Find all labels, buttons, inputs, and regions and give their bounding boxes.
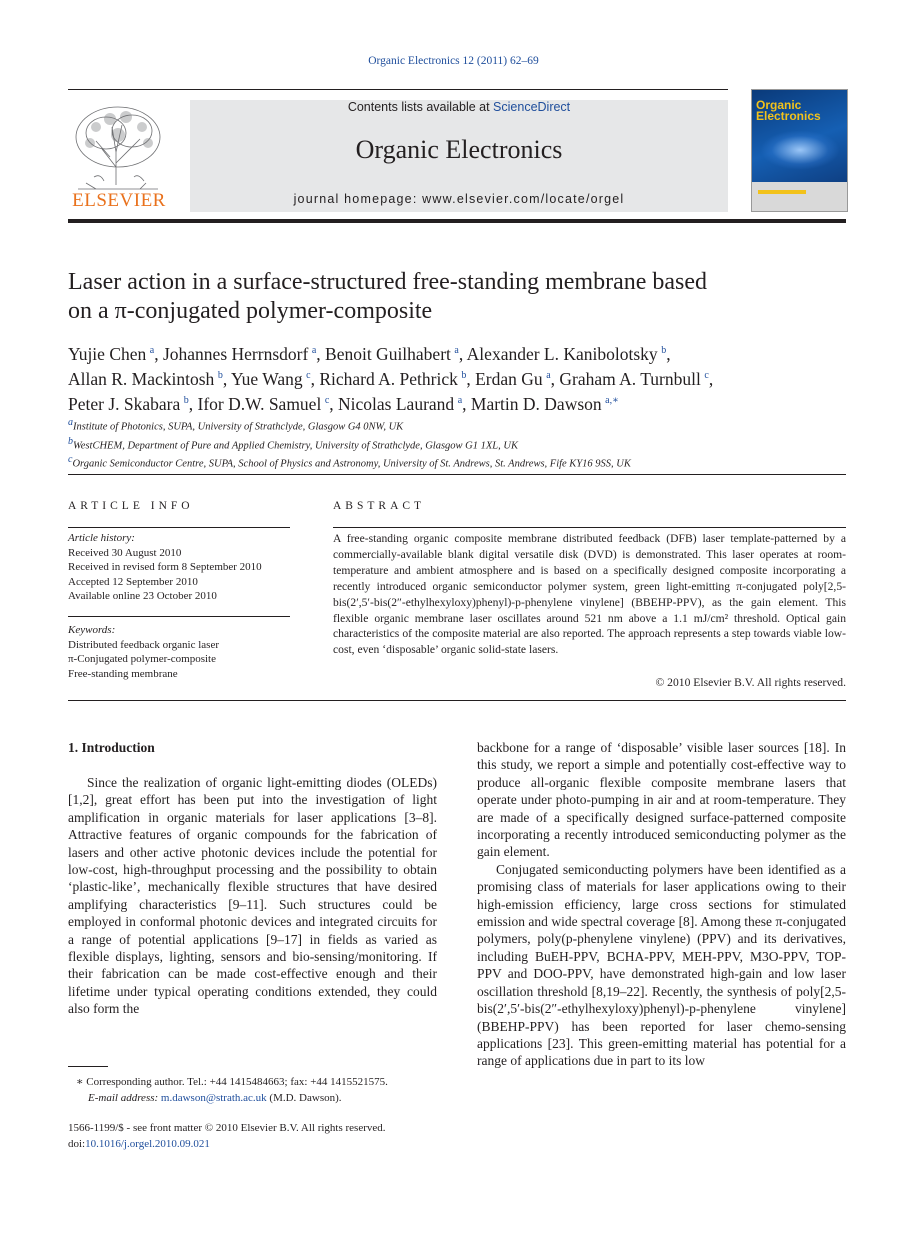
cover-title-line2: Electronics: [756, 109, 821, 123]
title-block-rule: [68, 474, 846, 475]
cover-title: [756, 100, 846, 122]
keyword-item: π-Conjugated polymer-composite: [68, 653, 216, 665]
author-name[interactable]: Richard A. Pethrick: [319, 368, 458, 389]
abstract-heading: ABSTRACT: [333, 500, 426, 512]
cover-title-line1: Organic: [756, 98, 802, 112]
email-suffix: (M.D. Dawson).: [266, 1092, 342, 1104]
author-name[interactable]: Martin D. Dawson: [470, 393, 602, 414]
doi-link[interactable]: 10.1016/j.orgel.2010.09.021: [85, 1138, 210, 1150]
keywords-rule: [68, 616, 290, 617]
body-paragraph: backbone for a range of ‘disposable’ visible laser sources [18]. In this study, we report a simple and potentially cost-effective way to produce all-organic flexible composite membrane lasers that operate under photo-pumping in air and at room-temperature. They are made of a specifically designed surface-patterned composite incorporating a recently introduced semiconducting polymer as the gain element.: [477, 740, 846, 860]
article-info-heading: ARTICLE INFO: [68, 500, 194, 512]
sciencedirect-link[interactable]: ScienceDirect: [493, 100, 571, 114]
body-paragraph: Conjugated semiconducting polymers have been identified as a promising class of materials for laser applications owing to their high-emission efficiency, large cross sections for stimulated emission and wide spectral coverage [8]. Among these π-conjugated polymers, poly(p-phenylene vinylene) (PPV) and its derivatives, including BuEH-PPV, BCHA-PPV, MEH-PPV, M3O-PPV, TOP-PPV and DOO-PPV, have demonstrated high-gain and low laser oscillation threshold [8,19–22]. Recently, the synthesis of poly[2,5-bis(2′,5′-bis(2″-ethylhexyloxy)phenyl)-p-phenylene vinylene] (BBEHP-PPV) has been reported for laser chemo-sensing applications [23]. This green-emitting material has potential for a range of applications due in part to its low: [477, 861, 846, 1069]
title-line-1: Laser action in a surface-structured free-standing membrane based: [68, 269, 708, 295]
affiliation-marker: a: [68, 417, 73, 428]
history-label: Article history:: [68, 532, 135, 544]
keywords: [68, 623, 298, 681]
abstract-copyright: © 2010 Elsevier B.V. All rights reserved.: [655, 676, 846, 689]
contents-line: [190, 100, 728, 114]
article-history: [68, 531, 298, 604]
author-affiliation-marker[interactable]: b: [217, 369, 223, 381]
article-title: [68, 268, 828, 326]
doi-label: doi:: [68, 1138, 86, 1150]
author-name[interactable]: Graham A. Turnbull: [559, 368, 701, 389]
corresponding-author-note: [76, 1074, 476, 1106]
email-line: [76, 1090, 476, 1106]
author-affiliation-marker[interactable]: a: [149, 345, 155, 356]
affiliations: [68, 416, 848, 472]
author-name[interactable]: Benoit Guilhabert: [325, 343, 451, 364]
author-name[interactable]: Nicolas Laurand: [338, 393, 455, 414]
email-link[interactable]: m.dawson@strath.ac.uk: [160, 1092, 267, 1104]
author-name[interactable]: Johannes Herrnsdorf: [162, 343, 309, 364]
journal-name: Organic Electronics: [355, 135, 563, 164]
contents-prefix: Contents lists available at: [347, 100, 494, 114]
issn-line: 1566-1199/$ - see front matter © 2010 Elsevier B.V. All rights reserved.: [68, 1122, 386, 1134]
header-bottom-rule: [68, 219, 846, 223]
header-top-rule: [68, 89, 728, 90]
author-name[interactable]: Peter J. Skabara: [68, 393, 181, 414]
author-affiliation-marker[interactable]: a: [457, 394, 463, 406]
keyword-item: Distributed feedback organic laser: [68, 638, 219, 651]
article-info-rule: [68, 527, 290, 528]
keyword-item: Free-standing membrane: [68, 667, 178, 680]
author-line: Allan R. Mackintosh $^b$, Yue Wang $^c$, Richard A. Pethrick $^b$, Erdan Gu $^a$, Graham A. Turnbull $^c$,: [68, 368, 714, 389]
history-online: Available online 23 October 2010: [68, 590, 217, 602]
cover-band: [752, 182, 847, 211]
history-accepted: Accepted 12 September 2010: [68, 575, 198, 588]
author-name[interactable]: Yujie Chen: [68, 343, 147, 364]
affiliation-text: Organic Semiconductor Centre, SUPA, School of Physics and Astronomy, University of St. Andrews, St. Andrews, Fife KY16 9SS, UK: [72, 458, 631, 470]
email-label: E-mail address:: [88, 1092, 161, 1104]
affiliation-text: Institute of Photonics, SUPA, University of Strathclyde, Glasgow G4 0NW, UK: [73, 421, 404, 433]
author-affiliation-marker[interactable]: c: [306, 369, 311, 381]
affiliation-item: [68, 453, 848, 472]
author-line: Peter J. Skabara $^b$, Ifor D.W. Samuel $^c$, Nicolas Laurand $^a$, Martin D. Dawson $^{a,∗}$: [68, 393, 619, 414]
author-name[interactable]: Allan R. Mackintosh: [68, 368, 215, 389]
abstract-text: A free-standing organic composite membrane distributed feedback (DFB) laser template-patterned by a commercially-available blank digital versatile disk (DVD) is demonstrated. This laser operates at room-temperature and ambient atmosphere and is based on a specifically designed composite incorporating a recently introduced organic semiconductor polymer system, green light-emitting π-conjugated poly[2,5-bis(2′,5′-bis(2″-ethylhexyloxy)phenyl)-p-phenylene vinylene] (BBEHP-PPV), as the gain element. This flexible organic membrane laser oscillates around 521 nm above a 1.1 mJ/cm² threshold. Optical gain characteristics of the composite material are also reported. The approach represents a step towards viable low-cost, even ‘disposable’ organic solid-state lasers.: [333, 532, 846, 657]
body-paragraph: Since the realization of organic light-emitting diodes (OLEDs) [1,2], great effort has been put into the investigation of light amplification in organic materials for laser applications [3–8]. Attractive features of organic compounds for the fabrication of lasers and other active photonic devices include the potential for low-cost, high-throughput processing and the possibility to obtain ‘plastic-like’, mechanically flexible structures that have desired amplifying characteristics [9–11]. Such structures could be employed in conformal photonic devices and integrated circuits for a range of potential applications [9–17] in fields as varied as flexible displays, lighting, sensors and bio-sensing/monitoring. If their fabrication can be made cost-effective enough and their lifetime under typical operating conditions extended, they could also form the: [68, 775, 437, 1017]
elsevier-wordmark: ELSEVIER: [72, 190, 166, 211]
author-affiliation-marker[interactable]: a: [454, 345, 459, 356]
journal-homepage-link[interactable]: journal homepage: www.elsevier.com/locate/orgel: [293, 192, 625, 206]
body-right-column: [477, 739, 846, 1070]
section-heading-introduction: 1. Introduction: [68, 740, 155, 755]
author-affiliation-marker[interactable]: c: [324, 394, 330, 406]
history-received: Received 30 August 2010: [68, 546, 182, 559]
affiliation-item: [68, 435, 848, 454]
history-revised: Received in revised form 8 September 2010: [68, 561, 262, 573]
front-matter-note: [68, 1120, 488, 1152]
journal-citation-link[interactable]: Organic Electronics 12 (2011) 62–69: [368, 55, 539, 67]
affiliation-item: [68, 416, 848, 435]
abstract-bottom-rule: [68, 700, 846, 701]
author-line: Yujie Chen $^a$, Johannes Herrnsdorf $^a$, Benoit Guilhabert $^a$, Alexander L. Kanibolotsky $^b$,: [68, 343, 671, 364]
author-name[interactable]: Alexander L. Kanibolotsky: [466, 343, 658, 364]
author-name[interactable]: Ifor D.W. Samuel: [197, 393, 322, 414]
author-name[interactable]: Yue Wang: [230, 368, 303, 389]
cover-glow: [760, 130, 840, 170]
author-affiliation-marker[interactable]: a: [546, 369, 551, 381]
keywords-label: Keywords:: [68, 624, 116, 636]
affiliation-marker: b: [68, 435, 73, 447]
author-list: [68, 340, 848, 414]
corresponding-text: ∗ Corresponding author. Tel.: +44 1415484663; fax: +44 1415521575.: [76, 1076, 388, 1088]
cover-band-accent: [758, 190, 806, 194]
affiliation-marker: c: [68, 454, 73, 465]
author-affiliation-marker[interactable]: b: [461, 369, 467, 381]
abstract-rule: [333, 527, 846, 528]
author-affiliation-marker[interactable]: b: [183, 394, 189, 406]
footnote-rule: [68, 1066, 108, 1067]
author-name[interactable]: Erdan Gu: [475, 368, 543, 389]
affiliation-text: WestCHEM, Department of Pure and Applied Chemistry, University of Strathclyde, Glasgow G1 1XL, UK: [73, 440, 518, 451]
journal-cover-image: [751, 89, 848, 212]
author-affiliation-marker[interactable]: c: [704, 369, 709, 381]
title-line-2: on a π-conjugated polymer-composite: [68, 298, 433, 324]
author-affiliation-marker[interactable]: b: [661, 345, 667, 356]
author-affiliation-marker[interactable]: a,∗: [605, 394, 619, 406]
author-affiliation-marker[interactable]: a: [311, 345, 317, 356]
body-left-column: [68, 774, 437, 1018]
doi-line: [68, 1136, 488, 1152]
